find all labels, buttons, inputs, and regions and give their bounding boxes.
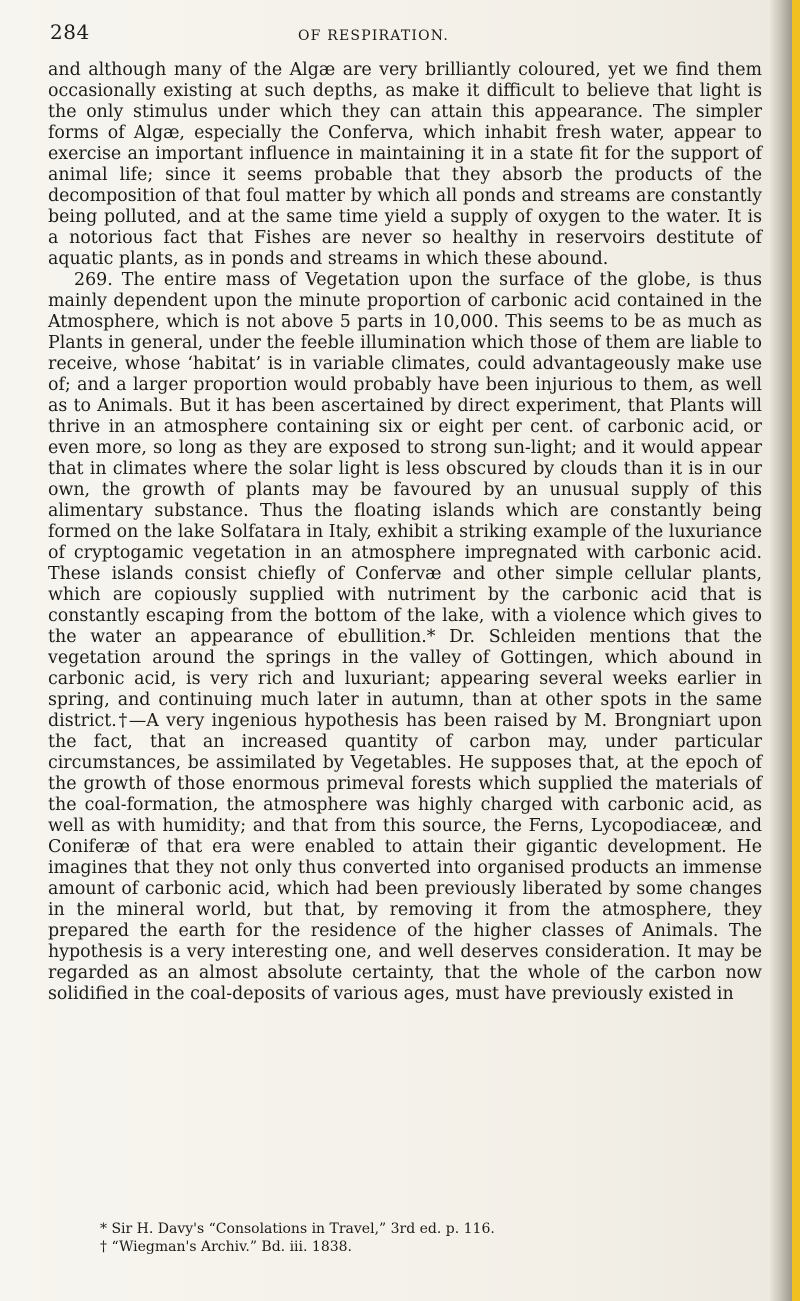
footnote-2: † “Wiegman's Archiv.” Bd. iii. 1838.	[100, 1239, 352, 1255]
spine-color-strip	[792, 0, 800, 1301]
footnote-1: * Sir H. Davy's “Consolations in Travel,” 3rd ed. p. 116.	[100, 1221, 495, 1237]
page-number: 284	[50, 20, 90, 44]
footnotes	[48, 1220, 762, 1256]
page-header	[50, 14, 750, 54]
running-head: OF RESPIRATION.	[298, 28, 449, 44]
paragraph-algae: and although many of the Algæ are very brilliantly coloured, yet we find them occasionally existing at such depths, as make it difficult to believe that light is the only stimulus under which they can attain this appearance. The simpler forms of Algæ, especially the Conferva, which inhabit fresh water, appear to exercise an important influence in maintaining it in a state fit for the support of animal life; since it seems probable that they absorb the products of the decomposition of that foul matter by which all ponds and streams are constantly being polluted, and at the same time yield a supply of oxygen to the water. It is a notorious fact that Fishes are never so healthy in reservoirs destitute of aquatic plants, as in ponds and streams in which these abound.	[48, 60, 762, 269]
paragraph-269: 269. The entire mass of Vegetation upon the surface of the globe, is thus mainly dependent upon the minute proportion of carbonic acid contained in the Atmosphere, which is not above 5 parts in 10,000. This seems to be as much as Plants in general, under the feeble illumination which those of them are liable to receive, whose ‘habitat’ is in variable climates, could advantageously make use of; and a larger proportion would probably have been injurious to them, as well as to Animals. But it has been ascertained by direct experiment, that Plants will thrive in an atmosphere containing six or eight per cent. of carbonic acid, or even more, so long as they are exposed to strong sun-light; and it would appear that in climates where the solar light is less obscured by clouds than it is in our own, the growth of plants may be favoured by an unusual supply of this alimentary substance. Thus the floating islands which are constantly being formed on the lake Solfatara in Italy, exhibit a striking example of the luxuriance of cryptogamic vegetation in an atmosphere impregnated with carbonic acid. These islands consist chiefly of Confervæ and other simple cellular plants, which are copiously supplied with nutriment by the carbonic acid that is constantly escaping from the bottom of the lake, with a violence which gives to the water an appearance of ebullition.* Dr. Schleiden mentions that the vegetation around the springs in the valley of Gottingen, which abound in carbonic acid, is very rich and luxuriant; appearing several weeks earlier in spring, and continuing much later in autumn, than at other spots in the same district.†—A very ingenious hypothesis has been raised by M. Brongniart upon the fact, that an increased quantity of carbon may, under particular circumstances, be assimilated by Vegetables. He supposes that, at the epoch of the growth of those enormous primeval forests which supplied the materials of the coal-formation, the atmosphere was highly charged with carbonic acid, as well as with humidity; and that from this source, the Ferns, Lycopodiaceæ, and Coniferæ of that era were enabled to attain their gigantic development. He imagines that they not only thus converted into organised products an immense amount of carbonic acid, which had been previously liberated by some changes in the mineral world, but that, by removing it from the atmosphere, they prepared the earth for the residence of the higher classes of Animals. The hypothesis is a very interesting one, and well deserves consideration. It may be regarded as an almost absolute certainty, that the whole of the carbon now solidified in the coal-deposits of various ages, must have previously existed in	[48, 270, 762, 1004]
body-text	[48, 60, 762, 1005]
